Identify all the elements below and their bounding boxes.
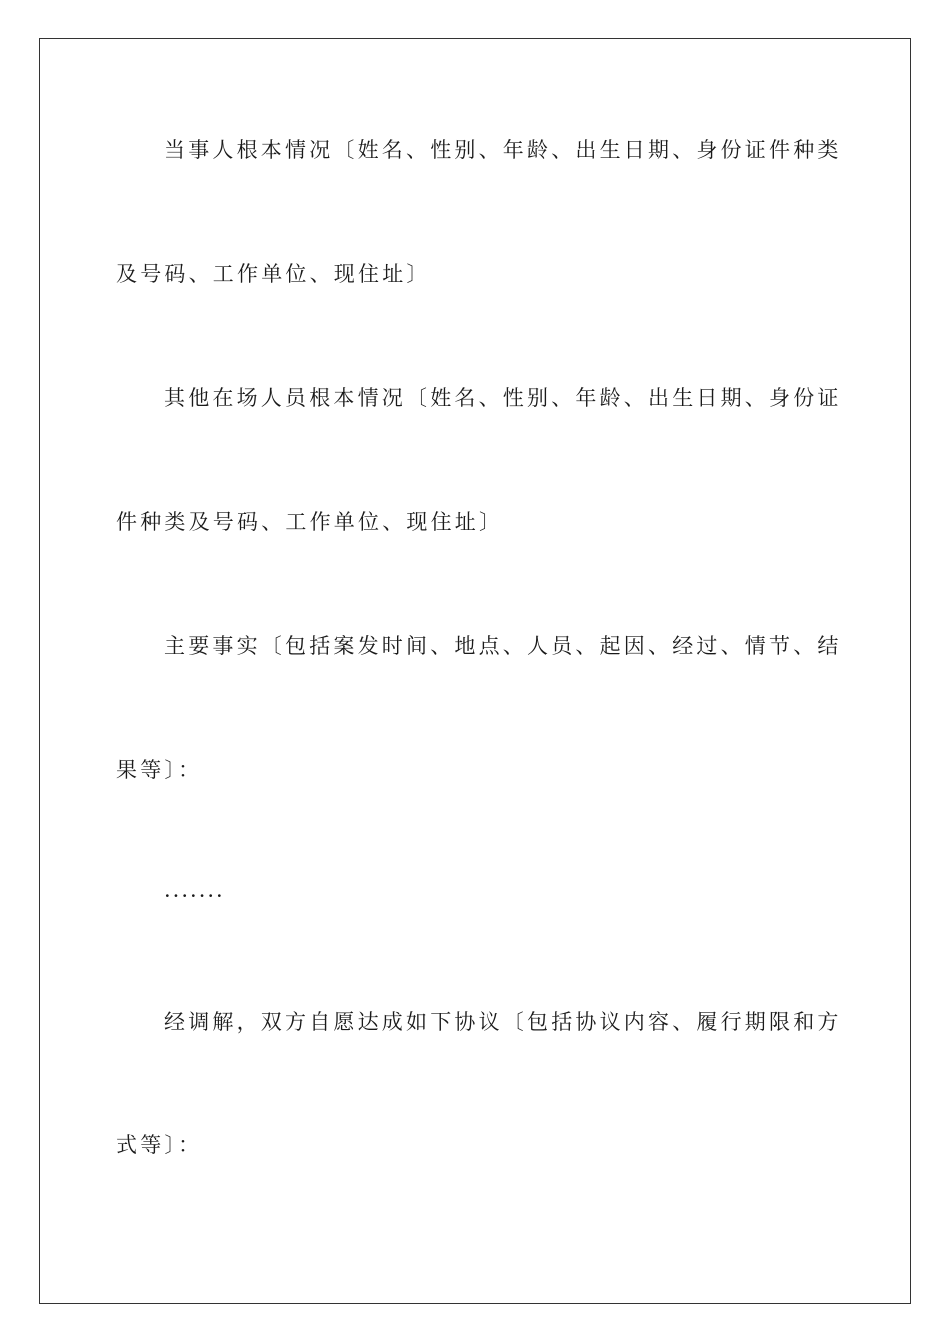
main-facts-line-2: 果等〕： bbox=[116, 758, 203, 782]
parties-line-1: 当事人根本情况〔姓名、性别、年龄、出生日期、身份证件种类 bbox=[164, 138, 842, 162]
page-border bbox=[39, 38, 911, 1304]
others-present-line-2: 件种类及号码、工作单位、现住址〕 bbox=[116, 510, 504, 534]
ellipsis-line: ······· bbox=[164, 884, 225, 908]
agreement-line-2: 式等〕： bbox=[116, 1133, 203, 1157]
parties-line-2: 及号码、工作单位、现住址〕 bbox=[116, 262, 431, 286]
others-present-line-1: 其他在场人员根本情况〔姓名、性别、年龄、出生日期、身份证 bbox=[164, 386, 842, 410]
agreement-line-1: 经调解，双方自愿达成如下协议〔包括协议内容、履行期限和方 bbox=[164, 1010, 842, 1034]
main-facts-line-1: 主要事实〔包括案发时间、地点、人员、起因、经过、情节、结 bbox=[164, 634, 842, 658]
